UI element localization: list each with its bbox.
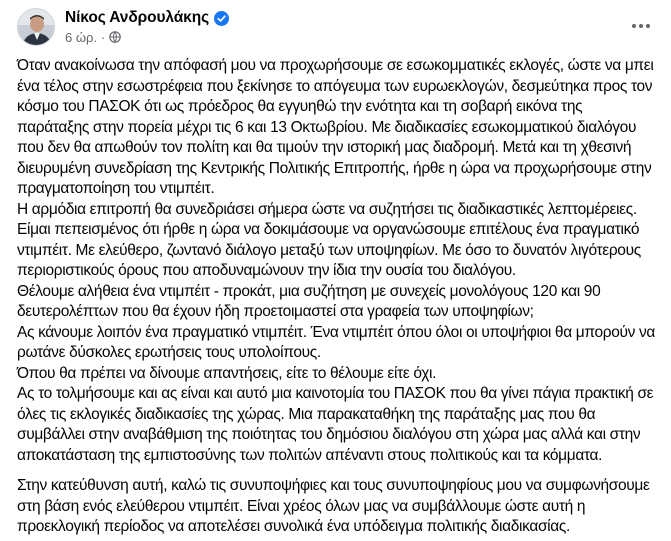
post-header: [17, 8, 657, 46]
post-paragraph: Όπου θα πρέπει να δίνουμε απαντήσεις, είτε το θέλουμε είτε όχι.: [17, 364, 437, 382]
post-paragraph: Όταν ανακοίνωσα την απόφασή μου να προχωρήσουμε σε εσωκομματικές εκλογές, ώστε να μπει ένα τέλος στην εσωστρέφεια που ξεκίνησε το απόγευμα των ευρωεκλογών, δεσμεύτηκα προς τον κόσμο του ΠΑΣΟΚ ότι ως πρόεδρος θα εγγυηθώ την ενότητα και τη σοβαρή εικόνα της παράταξης στην πορεία μέχρι τις 6 και 13 Οκτωβρίου. Με διαδικασίες εσωκομματικού διαλόγου που δεν θα απωθούν τον πολίτη και θα τιμούν την ιστορική μας διαδρομή. Μετά και τη χθεσινή διευρυμένη συνεδρίαση της Κεντρικής Πολιτικής Επιτροπής, ήρθε η ώρα να προχωρήσουμε στην πραγματοποίηση του ντιμπέιτ.: [17, 57, 654, 197]
post-paragraph: Θέλουμε αλήθεια ένα ντιμπέιτ - προκάτ, μια συζήτηση με συνεχείς μονολόγους 120 και 90 δευτερολέπτων που θα έχουν ήδη προετοιμαστεί στα γραφεία των υποψηφίων;: [17, 282, 601, 320]
post-paragraph: Ας κάνουμε λοιπόν ένα πραγματικό ντιμπέιτ. Ένα ντιμπέιτ όπου όλοι οι υποψήφιοι θα μπορούν να ρωτάνε δύσκολες ερωτήσεις τους υπολοίπους.: [17, 323, 655, 361]
post-paragraph: Η αρμόδια επιτροπή θα συνεδριάσει σήμερα ώστε να συζητήσει τις διαδικαστικές λεπτομέρειες.: [17, 200, 637, 218]
post-meta: [65, 29, 121, 45]
post-paragraph: Στην κατεύθυνση αυτή, καλώ τις συνυποψήφιες και τους συνυποψηφίους μου να συμφωνήσουμε στη βάση ενός ελεύθερου ντιμπέιτ. Είναι χρέος όλων μας να συμβάλλουμε ώστε αυτή η προεκλογική περίοδος να αποτελέσει συνολικά ένα υπόδειγμα πολιτικής διαδικασίας.: [17, 477, 650, 535]
author-name[interactable]: Νίκος Ανδρουλάκης: [65, 9, 210, 26]
meta-separator: ·: [101, 29, 106, 45]
author-row: [65, 8, 229, 28]
post-paragraph: Είμαι πεπεισμένος ότι ήρθε η ώρα να δοκιμάσουμε να οργανώσουμε επιτέλους ένα πραγματικό ντιμπέιτ. Με ελεύθερο, ζωντανό διάλογο μεταξύ των υποψηφίων. Με όσο το δυνατόν λιγότερους περιοριστικούς όρους που αποδυναμώνουν την ίδια την ουσία του διαλόγου.: [17, 221, 641, 279]
post-paragraph: Ας το τολμήσουμε και ας είναι και αυτό μια καινοτομία του ΠΑΣΟΚ που θα γίνει πάγια πρακτική σε όλες τις εκλογικές διαδικασίες της χώρας. Μια παρακαταθήκη της παράταξης μας που θα συμβάλλει στην αναβάθμιση της ποιότητας του δημόσιου διαλόγου στη χώρα μας αλλά και στην αποκατάσταση της εμπιστοσύνης των πολιτών απέναντι στους πολιτικούς και τα κόμματα.: [17, 385, 654, 464]
verified-badge-icon: [214, 11, 229, 26]
avatar-portrait-icon: [18, 9, 55, 46]
author-avatar[interactable]: [17, 8, 55, 46]
post-timestamp[interactable]: 6 ώρ.: [65, 29, 97, 45]
more-options-icon[interactable]: [625, 10, 657, 42]
post-body: [17, 56, 657, 538]
globe-icon[interactable]: [109, 31, 121, 43]
